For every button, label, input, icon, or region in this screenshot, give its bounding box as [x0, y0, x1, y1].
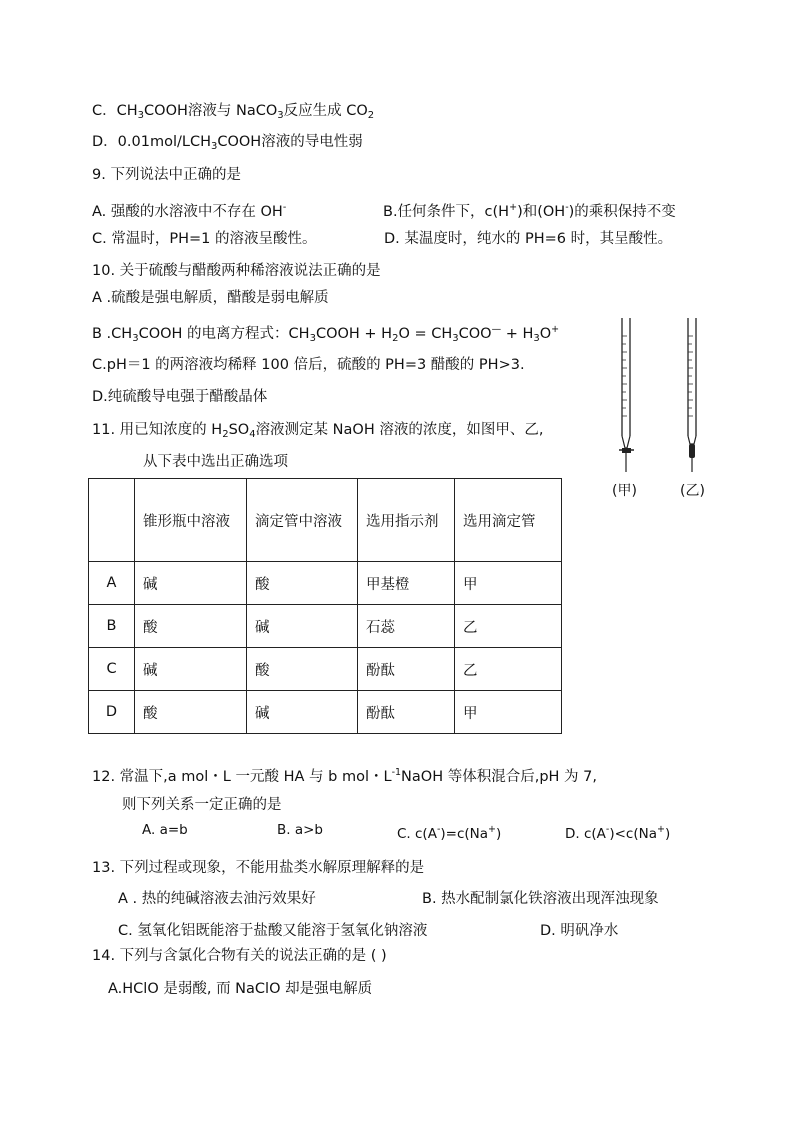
q9-option-a: A. 强酸的水溶液中不存在 OH- — [92, 202, 287, 220]
figure-label-yi: (乙) — [680, 483, 705, 499]
q9-option-b: B.任何条件下，c(H+)和(OH-)的乘积保持不变 — [383, 202, 676, 220]
table-cell: 酸 — [247, 648, 358, 691]
q12-option-a: A. a=b — [142, 822, 188, 838]
table-header-cell: 选用指示剂 — [358, 479, 455, 562]
table-cell: 碱 — [247, 605, 358, 648]
table-cell: 酸 — [135, 605, 247, 648]
table-cell: C — [89, 648, 135, 691]
q8-option-d: D．$0.01mol/LCH_3COOH$溶液的导电性弱 — [92, 134, 363, 152]
figure-label-jia: (甲) — [612, 483, 637, 499]
q12-stem: 12. 常温下,a mol・L 一元酸 HA 与 b mol・$L^{-1}NaOH$ 等体积混合后,pH 为 7, — [92, 767, 597, 785]
table-cell: 甲基橙 — [358, 562, 455, 605]
table-cell: 乙 — [455, 648, 562, 691]
q11-options-table — [88, 478, 562, 734]
table-cell: 甲 — [455, 691, 562, 734]
q12-stem-2: 则下列关系一定正确的是 — [122, 797, 282, 813]
q9-option-c: C. 常温时，PH=1 的溶液呈酸性。 — [92, 231, 317, 247]
table-cell: D — [89, 691, 135, 734]
q9-stem: 9. 下列说法中正确的是 — [92, 167, 241, 183]
q10-option-d: D.纯硫酸导电强于醋酸晶体 — [92, 389, 268, 405]
burette-jia-figure — [616, 316, 640, 476]
table-header-cell — [89, 479, 135, 562]
q13-option-c: C. 氢氧化铝既能溶于盐酸又能溶于氢氧化钠溶液 — [118, 923, 428, 939]
q10-stem: 10. 关于硫酸与醋酸两种稀溶液说法正确的是 — [92, 263, 381, 279]
q11-stem-2: 从下表中选出正确选项 — [143, 454, 288, 470]
q10-option-c: C.pH＝1 的两溶液均稀释 100 倍后，硫酸的 PH=3 醋酸的 PH>3. — [92, 357, 525, 373]
table-row — [89, 691, 562, 734]
q13-option-d: D. 明矾净水 — [540, 923, 619, 939]
table-cell: 酸 — [135, 691, 247, 734]
table-row — [89, 648, 562, 691]
table-cell: B — [89, 605, 135, 648]
table-cell: 碱 — [247, 691, 358, 734]
q14-stem: 14. 下列与含氯化合物有关的说法正确的是 ( ) — [92, 948, 387, 964]
q13-option-b: B. 热水配制氯化铁溶液出现浑浊现象 — [422, 891, 659, 907]
q13-option-a: A . 热的纯碱溶液去油污效果好 — [118, 891, 316, 907]
table-row — [89, 605, 562, 648]
q12-option-d: D. c(A-)<c(Na+) — [565, 824, 671, 842]
table-cell: 石蕊 — [358, 605, 455, 648]
table-cell: 乙 — [455, 605, 562, 648]
table-header-row — [89, 479, 562, 562]
burette-yi-figure — [682, 316, 706, 476]
table-header-cell: 滴定管中溶液 — [247, 479, 358, 562]
table-header-cell: 选用滴定管 — [455, 479, 562, 562]
table-cell: 碱 — [135, 648, 247, 691]
table-cell: 甲 — [455, 562, 562, 605]
table-cell: A — [89, 562, 135, 605]
table-row — [89, 562, 562, 605]
table-header-cell: 锥形瓶中溶液 — [135, 479, 247, 562]
table-cell: 碱 — [135, 562, 247, 605]
q8-option-c: C．$CH_3COOH$溶液与 NaCO$_3$反应生成 $CO_2$ — [92, 103, 375, 121]
q14-option-a: A.HClO 是弱酸, 而 NaClO 却是强电解质 — [108, 981, 373, 997]
q11-stem: 11. 用已知浓度的 $H_2SO_4$溶液测定某 NaOH 溶液的浓度，如图甲、乙, — [92, 422, 544, 440]
table-cell: 酚酞 — [358, 691, 455, 734]
q10-option-a: A .硫酸是强电解质，醋酸是弱电解质 — [92, 290, 329, 306]
q13-stem: 13. 下列过程或现象，不能用盐类水解原理解释的是 — [92, 860, 425, 876]
q12-option-b: B. a>b — [277, 822, 323, 838]
table-cell: 酚酞 — [358, 648, 455, 691]
q10-option-b: B $.CH_3COOH$ 的电离方程式：$CH_3COOH + H_2O = CH_3COO^— + H_3O^+$ — [92, 324, 560, 344]
table-cell: 酸 — [247, 562, 358, 605]
q12-option-c: C. c(A-)=c(Na+) — [397, 824, 502, 842]
q9-option-d: D. 某温度时，纯水的 PH=6 时，其呈酸性。 — [384, 231, 673, 247]
